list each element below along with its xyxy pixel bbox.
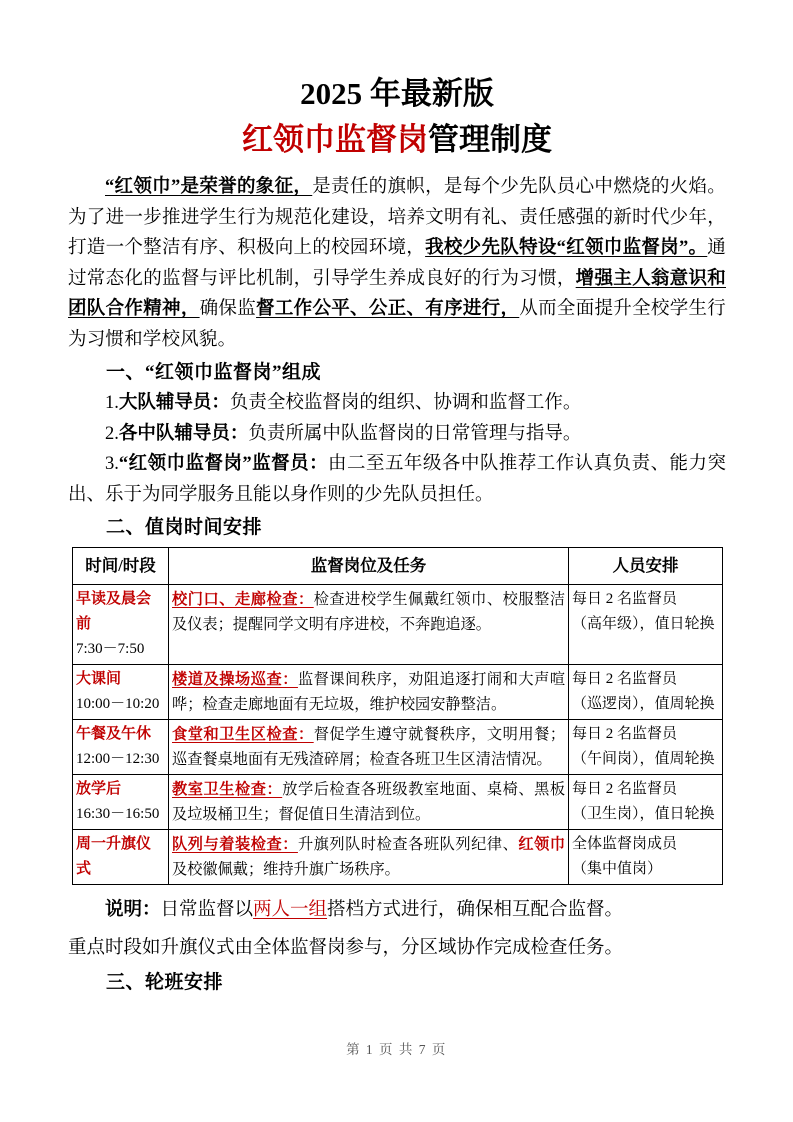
table-cell-time (73, 775, 169, 830)
section-heading-1: 一、“红领巾监督岗”组成 (106, 362, 322, 383)
list-item (68, 419, 726, 450)
time-label: 午餐及午休 (76, 726, 152, 742)
table-row (73, 665, 723, 720)
task-text: 检查进校学生佩戴红领巾、校服整洁及仪表；提醒同学文明有序进校，不奔跑追逐。 (172, 591, 566, 633)
table-cell-task (169, 585, 569, 665)
document-title-line2 (68, 118, 726, 162)
list-item-number: 1. (105, 393, 119, 413)
intro-seg6: 确保监 (199, 299, 257, 319)
table-cell-task (169, 720, 569, 775)
list-item (68, 449, 726, 510)
staff-line-2: （卫生岗），值日轮换 (572, 806, 715, 822)
time-label: 放学后 (76, 781, 122, 797)
intro-seg8: 从而全面提升全校学生行为习惯和学校风貌。 (68, 299, 727, 350)
intro-seg3: 我校少先队特设“红领巾监督岗”。 (425, 238, 708, 258)
time-label: 早读及晨会前 (76, 591, 152, 632)
list-item-number: 3. (105, 454, 119, 474)
table-cell-time (73, 665, 169, 720)
document-title-line1 (68, 72, 726, 116)
task-label: 教室卫生检查： (172, 781, 283, 798)
table-cell-staff (569, 585, 723, 665)
document-content (68, 72, 726, 998)
time-range: 10:00－10:20 (76, 696, 160, 712)
task-label: 楼道及操场巡查： (172, 671, 298, 688)
table-cell-task (169, 665, 569, 720)
table-cell-staff (569, 775, 723, 830)
table-row (73, 720, 723, 775)
table-cell-time (73, 585, 169, 665)
task-text: 放学后检查各班级教室地面、桌椅、黑板及垃圾桶卫生；督促值日生清洁到位。 (172, 781, 566, 823)
staff-line-2: （午间岗），值周轮换 (572, 751, 715, 767)
time-label: 周一升旗仪式 (76, 836, 152, 877)
page-footer: 第 1 页 共 7 页 (346, 1042, 447, 1057)
list-item-label: 各中队辅导员： (118, 423, 249, 444)
title-year-version: 2025 年最新版 (300, 76, 494, 111)
staff-line-1: 全体监督岗成员 (572, 836, 678, 852)
task-text-post: 及校徽佩戴；维持升旗广场秩序。 (172, 861, 400, 878)
list-item-label: 大队辅导员： (118, 393, 230, 413)
note-post: 搭档方式进行，确保相互配合监督。 (327, 900, 624, 920)
table-row (73, 775, 723, 830)
title-highlight-red: 红领巾监督岗 (242, 122, 428, 157)
time-range: 7:30－7:50 (76, 641, 145, 657)
task-text-pre: 升旗列队时检查各班队列纪律、 (297, 836, 519, 853)
intro-seg1: “红领巾”是荣誉的象征， (105, 177, 313, 197)
note-highlight: 两人一组 (253, 900, 328, 920)
table-cell-staff (569, 720, 723, 775)
table-cell-task (169, 775, 569, 830)
list-item-text: 负责全校监督岗的组织、协调和监督工作。 (229, 393, 582, 413)
task-text: 监督课间秩序，劝阻追逐打闹和大声喧哗；检查走廊地面有无垃圾，维护校园安静整洁。 (172, 671, 565, 713)
time-range: 12:00－12:30 (76, 751, 160, 767)
staff-line-2: （巡逻岗），值周轮换 (572, 696, 715, 712)
list-item-number: 2. (105, 423, 119, 444)
table-cell-task (169, 830, 569, 885)
staff-line-1: 每日 2 名监督员 (572, 591, 678, 607)
table-cell-staff (569, 665, 723, 720)
task-label: 队列与着装检查： (172, 836, 298, 853)
staff-line-1: 每日 2 名监督员 (572, 726, 678, 742)
time-range: 16:30－16:50 (76, 806, 160, 822)
table-header-task: 监督岗位及任务 (169, 548, 569, 585)
note-pre: 日常监督以 (160, 900, 254, 920)
table-row (73, 585, 723, 665)
time-label: 大课间 (76, 671, 122, 687)
note-label: 说明： (105, 900, 161, 920)
intro-seg4: 通过常态化的监督与评比机制，引导学生养成良好的行为习惯， (68, 238, 726, 289)
table-header-staff: 人员安排 (569, 548, 723, 585)
list-item-text: 负责所属中队监督岗的日常管理与指导。 (248, 423, 582, 444)
task-text: 督促学生遵守就餐秩序，文明用餐；巡查餐桌地面有无残渣碎屑；检查各班卫生区清洁情况。 (172, 726, 566, 768)
duty-schedule-table (72, 547, 723, 885)
title-suffix: 管理制度 (428, 122, 552, 157)
staff-line-2: （集中值岗） (572, 861, 663, 877)
list-item-label: “红领巾监督岗”监督员： (118, 454, 329, 474)
table-header-time: 时间/时段 (73, 548, 169, 585)
task-text-highlight: 红领巾 (518, 836, 565, 853)
task-label: 食堂和卫生区检查： (172, 726, 314, 743)
section-heading-3: 三、轮班安排 (106, 972, 224, 993)
table-header-row (73, 548, 723, 585)
list-item (68, 388, 726, 419)
intro-seg2: 是责任的旗帜，是每个少先队员心中燃烧的火焰。为了进一步推进学生行为规范化建设，培养文明有礼、责任感强的新时代少年，打造一个整洁有序、积极向上的校园环境， (68, 177, 726, 258)
table-cell-time (73, 720, 169, 775)
staff-line-2: （高年级），值日轮换 (572, 616, 715, 632)
note-paragraph-1 (68, 893, 726, 927)
intro-seg7: 督工作公平、公正、有序进行， (256, 299, 520, 319)
table-cell-time (73, 830, 169, 885)
table-row (73, 830, 723, 885)
task-label: 校门口、走廊检查： (172, 591, 314, 608)
intro-paragraph (68, 172, 726, 355)
staff-line-1: 每日 2 名监督员 (572, 671, 678, 687)
intro-seg5: 增强主人翁意识和团队合作精神， (68, 268, 726, 319)
section-heading-2: 二、值岗时间安排 (106, 517, 263, 538)
list-item-text: 由二至五年级各中队推荐工作认真负责、能力突出、乐于为同学服务且能以身作则的少先队员担任。 (68, 454, 726, 505)
staff-line-1: 每日 2 名监督员 (572, 781, 678, 797)
table-cell-staff (569, 830, 723, 885)
note-paragraph-2: 重点时段如升旗仪式由全体监督岗参与，分区域协作完成检查任务。 (68, 938, 624, 958)
